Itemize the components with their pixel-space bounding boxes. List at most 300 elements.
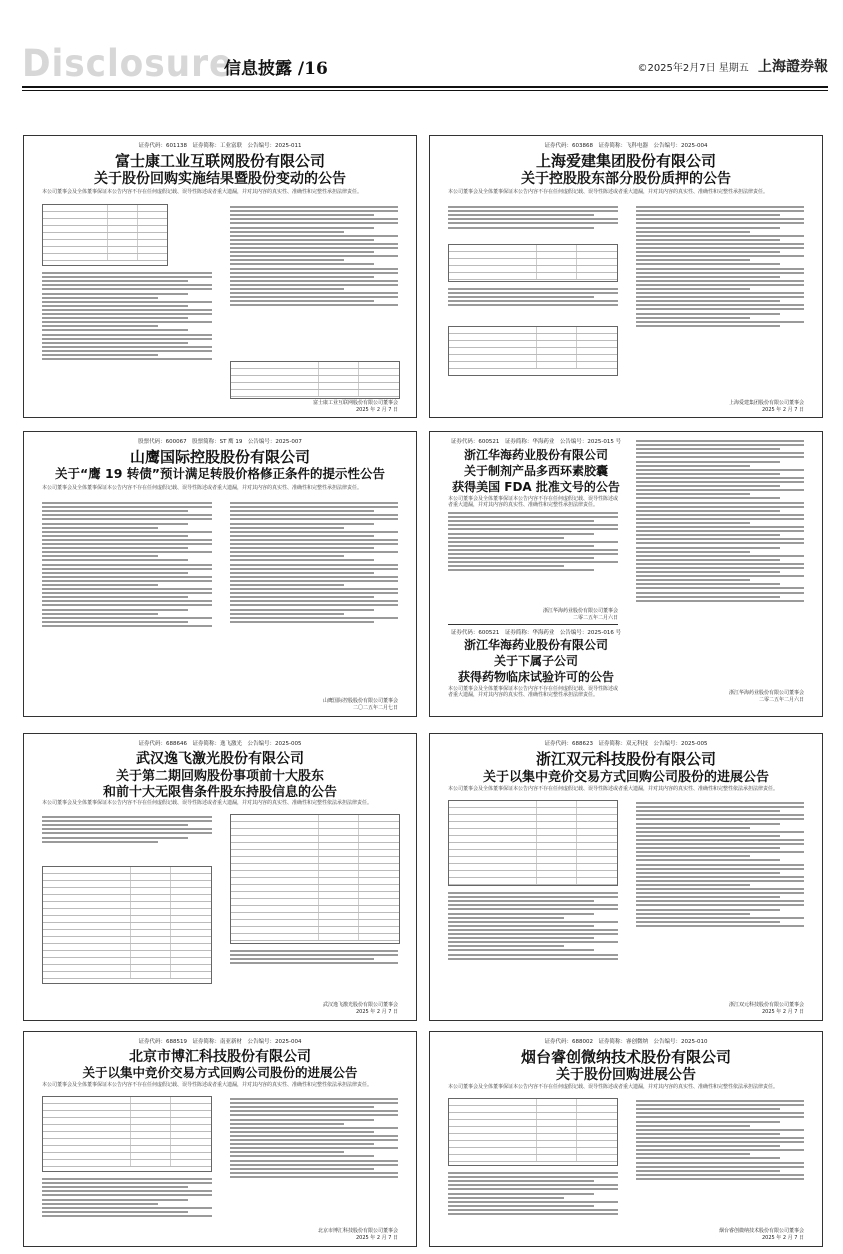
- fine-print-line: [230, 592, 398, 594]
- table-row: [449, 864, 617, 871]
- table-row: [43, 1111, 211, 1118]
- table-row: [43, 240, 167, 247]
- table-row: [449, 259, 617, 266]
- fine-print-line: [636, 538, 804, 540]
- table-row: [231, 857, 399, 864]
- table-row: [449, 341, 617, 348]
- fine-print-line: [636, 477, 804, 479]
- table-row: [231, 871, 399, 878]
- table-cell: [537, 252, 578, 258]
- signature-date: 2025 年 2 月 7 日: [355, 1235, 398, 1241]
- fine-print-line: [230, 613, 344, 615]
- section-title: 信息披露 /16: [224, 59, 328, 79]
- table-cell: [319, 850, 360, 856]
- fine-print-line: [230, 206, 398, 208]
- table-cell: [319, 892, 360, 898]
- fine-print-line: [636, 1178, 804, 1180]
- fine-print-line: [42, 1203, 158, 1205]
- fine-print-line: [230, 1119, 374, 1121]
- fine-print-line: [42, 547, 188, 549]
- table-cell: [449, 801, 537, 807]
- fine-print-line: [636, 534, 780, 536]
- stock-code-line: 证券代码：688002 证券简称：睿创微纳 公告编号：2025-010: [544, 1039, 708, 1045]
- fine-print-line: [636, 255, 804, 257]
- fine-print-line: [42, 576, 212, 578]
- table-cell: [359, 829, 399, 835]
- table-cell: [131, 1132, 172, 1138]
- table-cell: [131, 902, 172, 908]
- fine-print-line: [636, 292, 804, 294]
- table-cell: [577, 1134, 617, 1140]
- table-cell: [43, 895, 131, 901]
- body-text-right: [636, 1098, 804, 1224]
- announcement-company-2: 浙江华海药业股份有限公司: [463, 638, 608, 652]
- announcement-company: 上海爱建集团股份有限公司: [535, 152, 716, 170]
- fine-print-line: [230, 958, 374, 960]
- fine-print-line: [42, 531, 212, 533]
- fine-print-line: [230, 263, 374, 265]
- table-cell: [577, 1155, 617, 1161]
- fine-print-line: [42, 1178, 212, 1180]
- table-row: [231, 822, 399, 829]
- table-cell: [449, 1155, 537, 1161]
- fine-print-line: [636, 502, 804, 504]
- fine-print-line: [230, 259, 344, 261]
- fine-print-line: [636, 251, 780, 253]
- fine-print-line: [636, 469, 804, 471]
- table-cell: [449, 864, 537, 870]
- fine-print-line: [448, 900, 594, 902]
- fine-print-line: [230, 539, 398, 541]
- fine-print-line: [636, 317, 750, 319]
- table-cell: [43, 1146, 131, 1152]
- table-cell: [43, 233, 108, 239]
- fine-print-line: [42, 342, 188, 344]
- table-cell: [131, 1160, 172, 1166]
- table-row: [43, 895, 211, 902]
- board-notice: 本公司董事会及全体董事保证本公告内容不存在任何虚假记载、误导性陈述或者重大遗漏，并对其内容的真实性、准确性和完整性依法承担法律责任。: [448, 1084, 779, 1090]
- fine-print-line: [636, 526, 804, 528]
- table-cell: [537, 871, 578, 877]
- table-cell: [319, 843, 360, 849]
- table-row: [43, 916, 211, 923]
- table-row: [449, 355, 617, 362]
- announcement-title: 关于股份回购进展公告: [556, 1067, 696, 1083]
- table-cell: [537, 836, 578, 842]
- fine-print-line: [636, 831, 804, 833]
- announcement-company: 浙江华海药业股份有限公司: [463, 448, 608, 462]
- signature-date: 二〇二五年二月七日: [352, 705, 398, 711]
- fine-print-line: [230, 564, 398, 566]
- table-cell: [171, 1139, 211, 1145]
- table-row: [43, 1125, 211, 1132]
- table-cell: [171, 972, 211, 978]
- fine-print-line: [230, 954, 398, 956]
- signature-org: 富士康工业互联网股份有限公司董事会: [312, 400, 398, 406]
- shareholders-table-2: [230, 814, 400, 944]
- fine-print-line: [636, 1149, 804, 1151]
- table-cell: [231, 927, 319, 933]
- fine-print-line: [448, 545, 594, 547]
- table-cell: [577, 362, 617, 368]
- table-row: [43, 212, 167, 219]
- table-cell: [577, 822, 617, 828]
- table-cell: [577, 871, 617, 877]
- table-cell: [449, 815, 537, 821]
- fine-print-line: [42, 543, 212, 545]
- fine-print-line: [448, 549, 618, 551]
- table-cell: [449, 341, 537, 347]
- table-cell: [359, 892, 399, 898]
- fine-print-line: [230, 621, 374, 623]
- table-cell: [359, 843, 399, 849]
- body-text-left: [42, 1176, 212, 1238]
- signature-date: 二零二五年二月六日: [758, 697, 804, 703]
- table-row: [449, 801, 617, 808]
- fine-print-line: [42, 824, 188, 826]
- fine-print-line: [230, 296, 398, 298]
- table-cell: [231, 899, 319, 905]
- pledge-summary-table: [448, 326, 618, 376]
- table-cell: [359, 913, 399, 919]
- announcement-ruichuang: [429, 1031, 823, 1247]
- table-cell: [231, 906, 319, 912]
- table-cell: [171, 1146, 211, 1152]
- table-row: [43, 965, 211, 972]
- table-row: [231, 899, 399, 906]
- table-cell: [108, 226, 138, 232]
- table-cell: [319, 927, 360, 933]
- table-cell: [577, 1120, 617, 1126]
- table-cell: [138, 240, 167, 246]
- table-cell: [359, 920, 399, 926]
- table-cell: [537, 348, 578, 354]
- fine-print-line: [636, 818, 804, 820]
- table-cell: [171, 937, 211, 943]
- table-cell: [43, 916, 131, 922]
- board-notice: 本公司董事会及全体董事保证本公告内容不存在任何虚假记载、误导性陈述或者重大遗漏，并对其内容的真实性、准确性和完整性依法承担法律责任。: [42, 1082, 373, 1088]
- table-row: [449, 1120, 617, 1127]
- announcement-company: 山鹰国际控股股份有限公司: [129, 448, 310, 466]
- table-row: [449, 1148, 617, 1155]
- table-cell: [359, 878, 399, 884]
- table-cell: [449, 822, 537, 828]
- announcement-company: 富士康工业互联网股份有限公司: [114, 152, 325, 170]
- table-row: [231, 390, 399, 397]
- fine-print-line: [448, 227, 594, 229]
- board-notice: 本公司董事会及全体董事保证本公告内容不存在任何虚假记载、误导性陈述或者重大遗漏，并对其内容的真实性、准确性和完整性依法承担法律责任。: [448, 786, 779, 792]
- fine-print-line: [636, 272, 804, 274]
- table-cell: [537, 843, 578, 849]
- table-cell: [449, 857, 537, 863]
- fine-print-line: [42, 284, 212, 286]
- fine-print-line: [448, 214, 594, 216]
- table-cell: [449, 1134, 537, 1140]
- fine-print-line: [448, 937, 594, 939]
- table-row: [43, 254, 167, 261]
- table-row: [449, 252, 617, 259]
- fine-print-line: [448, 528, 618, 530]
- stock-code-line: 证券代码：603868 证券简称：飞科电器 公告编号：2025-004: [544, 143, 708, 149]
- fine-print-line: [42, 600, 212, 602]
- table-cell: [319, 390, 360, 396]
- fine-print-line: [636, 276, 780, 278]
- table-cell: [319, 899, 360, 905]
- signature-org: 武汉逸飞激光股份有限公司董事会: [322, 1002, 398, 1008]
- table-cell: [131, 895, 172, 901]
- fine-print-line: [230, 543, 398, 545]
- fine-print-line: [636, 456, 804, 458]
- fine-print-line: [636, 530, 804, 532]
- fine-print-line: [448, 537, 564, 539]
- fine-print-line: [230, 555, 344, 557]
- table-cell: [231, 857, 319, 863]
- body-text-left: [42, 814, 212, 862]
- fine-print-line: [42, 301, 212, 303]
- table-cell: [43, 226, 108, 232]
- fine-print-line: [636, 839, 804, 841]
- body-text-right: [230, 948, 398, 978]
- fine-print-line: [636, 1170, 780, 1172]
- fine-print-line: [636, 481, 804, 483]
- fine-print-line: [230, 1131, 374, 1133]
- fine-print-line: [448, 520, 594, 522]
- signature-org: 山鹰国际控股股份有限公司董事会: [322, 698, 398, 704]
- table-row: [43, 874, 211, 881]
- table-cell: [138, 247, 167, 253]
- fine-print-line: [230, 1155, 374, 1157]
- table-cell: [537, 808, 578, 814]
- fine-print-line: [42, 1194, 212, 1196]
- table-row: [449, 1106, 617, 1113]
- fine-print-line: [230, 580, 398, 582]
- table-cell: [43, 937, 131, 943]
- fine-print-line: [636, 1108, 780, 1110]
- fine-print-line: [448, 296, 594, 298]
- fine-print-line: [42, 1207, 212, 1209]
- fine-print-line: [42, 305, 188, 307]
- board-notice: 本公司董事会及全体董事保证本公告内容不存在任何虚假记载、误导性陈述或者重大遗漏，并对其内容的真实性、准确性和完整性承担法律责任。: [42, 189, 363, 195]
- announcement-title-2: 和前十大无限售条件股东持股信息的公告: [102, 785, 337, 800]
- fine-print-line: [42, 514, 212, 516]
- fine-print-line: [448, 1201, 618, 1203]
- table-cell: [43, 247, 108, 253]
- table-cell: [131, 944, 172, 950]
- table-cell: [359, 390, 399, 396]
- newspaper-logo: 上海證券報: [758, 59, 828, 75]
- fine-print-line: [448, 1209, 618, 1211]
- table-row: [43, 930, 211, 937]
- table-cell: [449, 878, 537, 884]
- table-cell: [449, 850, 537, 856]
- table-cell: [131, 972, 172, 978]
- signature-date: 2025 年 2 月 7 日: [761, 1235, 804, 1241]
- table-cell: [449, 334, 537, 340]
- table-cell: [449, 355, 537, 361]
- fine-print-line: [636, 259, 750, 261]
- table-cell: [171, 965, 211, 971]
- fine-print-line: [42, 559, 188, 561]
- fine-print-line: [636, 917, 804, 919]
- table-cell: [131, 1139, 172, 1145]
- fine-print-line: [230, 235, 398, 237]
- table-cell: [577, 843, 617, 849]
- fine-print-line: [448, 553, 618, 555]
- table-row: [449, 1127, 617, 1134]
- fine-print-line: [636, 559, 780, 561]
- table-cell: [171, 1104, 211, 1110]
- table-cell: [577, 857, 617, 863]
- fine-print-line: [636, 321, 804, 323]
- fine-print-line: [42, 1186, 188, 1188]
- table-cell: [449, 871, 537, 877]
- table-cell: [537, 1099, 578, 1105]
- body-text-right: [230, 1096, 398, 1224]
- fine-print-line: [636, 1100, 804, 1102]
- signature-date: 2025 年 2 月 7 日: [761, 1009, 804, 1015]
- stock-code-line: 证券代码：688623 证券简称：双元科技 公告编号：2025-005: [544, 741, 708, 747]
- fine-print-line: [230, 559, 374, 561]
- fine-print-line: [636, 1166, 804, 1168]
- fine-print-line: [230, 950, 398, 952]
- fine-print-line: [636, 296, 804, 298]
- table-cell: [537, 878, 578, 884]
- table-cell: [359, 850, 399, 856]
- announcement-shuangyuan: [429, 733, 823, 1021]
- stock-code-line: 证券代码：600521 证券简称：华海药业 公告编号：2025-015 号: [450, 439, 622, 445]
- table-row: [231, 829, 399, 836]
- body-text-right: [636, 204, 804, 392]
- fine-print-line: [636, 1121, 780, 1123]
- masthead: [22, 44, 828, 84]
- table-cell: [449, 327, 537, 333]
- fine-print-line: [42, 334, 212, 336]
- table-cell: [359, 927, 399, 933]
- fine-print-line: [230, 210, 398, 212]
- table-cell: [43, 240, 108, 246]
- fine-print-line: [230, 1139, 398, 1141]
- fine-print-line: [42, 604, 212, 606]
- fine-print-line: [448, 218, 618, 220]
- table-cell: [319, 920, 360, 926]
- fine-print-line: [636, 904, 804, 906]
- table-row: [449, 850, 617, 857]
- announcement-bohui: [23, 1031, 417, 1247]
- fine-print-line: [42, 816, 212, 818]
- table-cell: [43, 1132, 131, 1138]
- table-row: [43, 1132, 211, 1139]
- table-cell: [577, 808, 617, 814]
- table-cell: [171, 1111, 211, 1117]
- table-row: [449, 878, 617, 885]
- fine-print-line: [448, 1180, 594, 1182]
- fine-print-line: [636, 510, 780, 512]
- fine-print-line: [636, 485, 780, 487]
- table-row: [231, 920, 399, 927]
- fine-print-line: [636, 571, 780, 573]
- fine-print-line: [42, 309, 212, 311]
- table-cell: [171, 1132, 211, 1138]
- table-row: [449, 808, 617, 815]
- table-cell: [359, 934, 399, 940]
- fine-print-line: [42, 588, 212, 590]
- table-cell: [537, 327, 578, 333]
- table-cell: [449, 245, 537, 251]
- table-row: [43, 1160, 211, 1167]
- fine-print-line: [230, 1110, 398, 1112]
- table-row: [231, 934, 399, 941]
- fine-print-line: [636, 227, 780, 229]
- announcement-company: 烟台睿创微纳技术股份有限公司: [520, 1048, 731, 1066]
- announcement-aijian: [429, 135, 823, 418]
- fine-print-line: [636, 444, 804, 446]
- table-cell: [537, 259, 578, 265]
- fine-print-line: [230, 300, 374, 302]
- table-cell: [359, 376, 399, 382]
- table-row: [231, 906, 399, 913]
- fine-print-line: [448, 222, 618, 224]
- table-cell: [131, 1146, 172, 1152]
- fine-print-line: [230, 506, 398, 508]
- announcement-foxconn: [23, 135, 417, 418]
- fine-print-line: [230, 518, 398, 520]
- table-cell: [359, 362, 399, 368]
- table-row: [43, 944, 211, 951]
- announcement-title: 关于制剂产品多西环素胶囊: [463, 464, 608, 478]
- table-cell: [43, 1097, 131, 1103]
- fine-print-line: [448, 561, 618, 563]
- table-cell: [131, 909, 172, 915]
- fine-print-line: [636, 855, 750, 857]
- fine-print-line: [636, 547, 780, 549]
- fine-print-line: [230, 962, 398, 964]
- fine-print-line: [42, 317, 188, 319]
- table-cell: [577, 815, 617, 821]
- fine-print-line: [636, 567, 804, 569]
- fine-print-line: [636, 806, 804, 808]
- table-cell: [577, 273, 617, 279]
- table-cell: [108, 240, 138, 246]
- table-cell: [108, 233, 138, 239]
- table-cell: [171, 1097, 211, 1103]
- table-cell: [319, 383, 360, 389]
- fine-print-line: [230, 227, 374, 229]
- fine-print-line: [42, 832, 212, 834]
- table-cell: [537, 850, 578, 856]
- fine-print-line: [230, 239, 374, 241]
- fine-print-line: [230, 1160, 398, 1162]
- table-row: [43, 1097, 211, 1104]
- table-cell: [449, 252, 537, 258]
- table-row: [449, 1099, 617, 1106]
- table-row: [449, 843, 617, 850]
- masthead-brand-word: Disclosure: [22, 42, 234, 85]
- fine-print-line: [636, 563, 804, 565]
- fine-print-line: [636, 575, 804, 577]
- table-cell: [231, 885, 319, 891]
- table-cell: [131, 1125, 172, 1131]
- body-text-left-2: [448, 286, 618, 320]
- table-row: [43, 233, 167, 240]
- table-cell: [231, 383, 319, 389]
- fine-print-line: [42, 625, 212, 627]
- table-cell: [537, 273, 578, 279]
- table-cell: [537, 355, 578, 361]
- table-cell: [131, 1097, 172, 1103]
- table-cell: [43, 1118, 131, 1124]
- table-cell: [171, 923, 211, 929]
- fine-print-line: [42, 837, 188, 839]
